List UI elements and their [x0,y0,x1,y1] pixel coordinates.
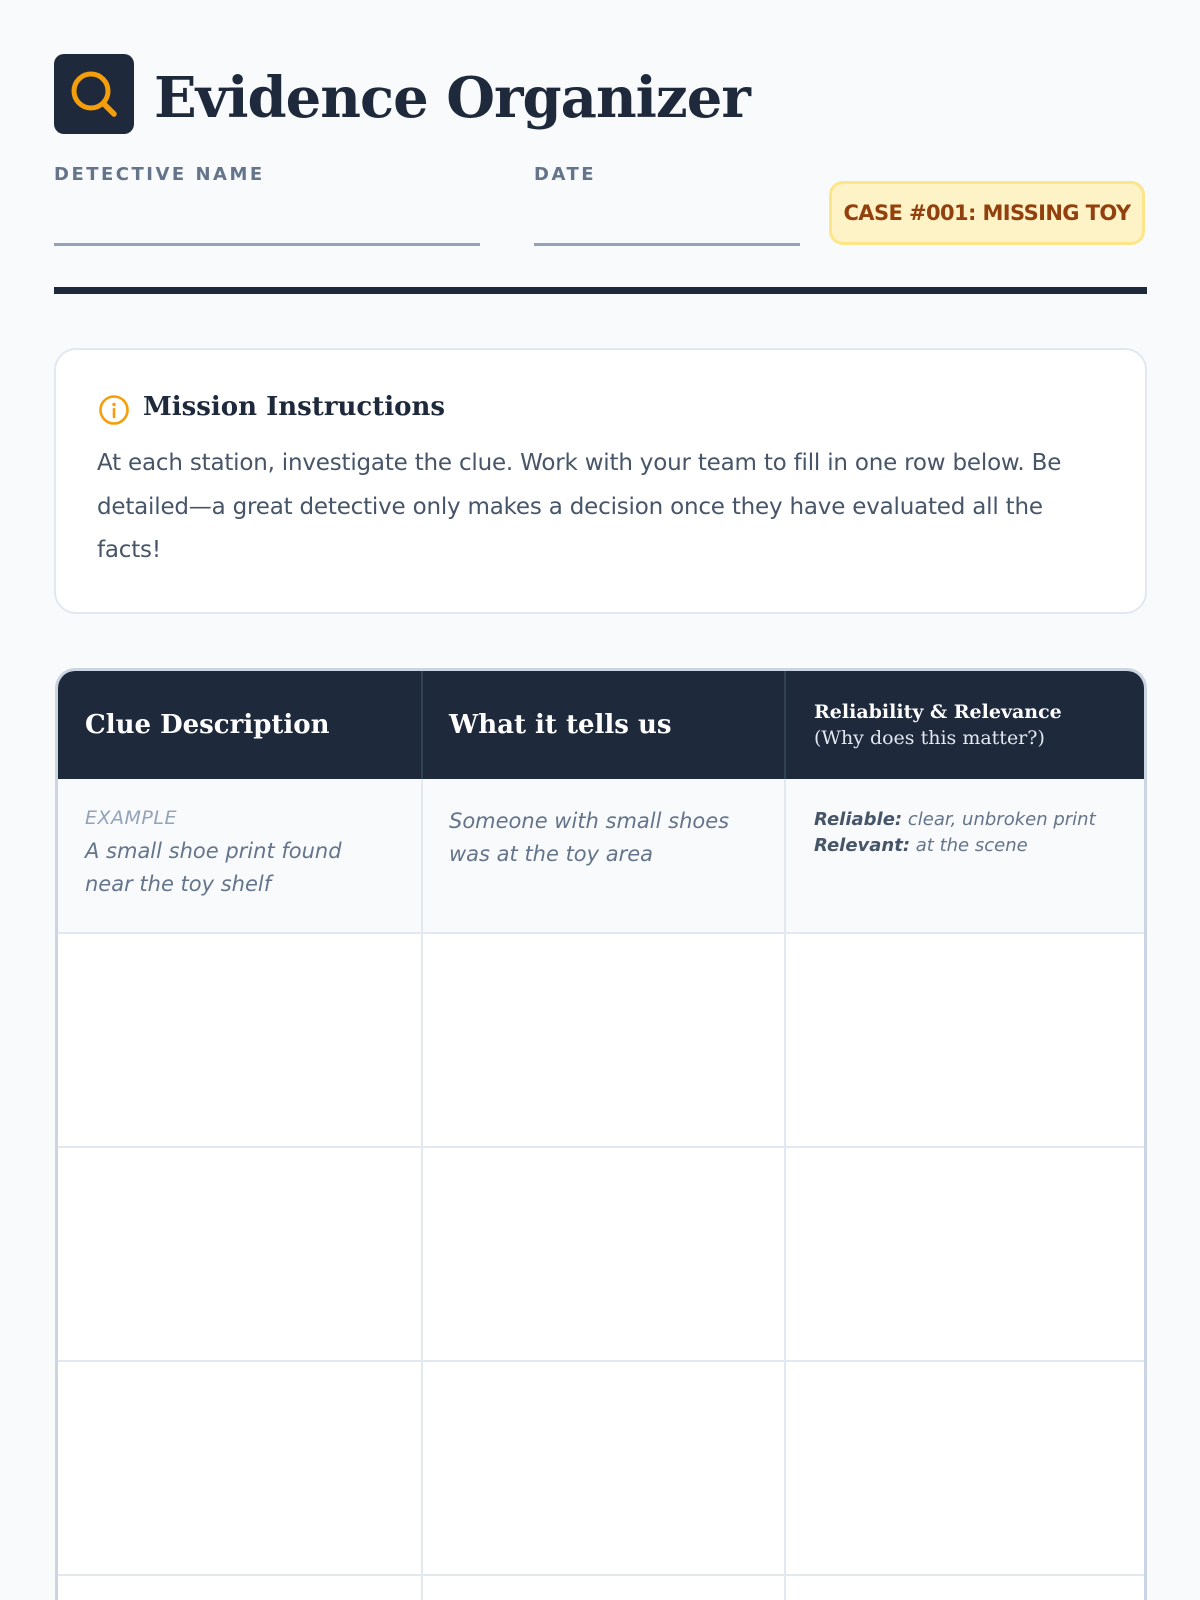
column-header-subtitle: (Why does this matter?) [814,727,1045,749]
table-row[interactable] [58,934,1144,1148]
header-divider [54,287,1147,294]
example-label: EXAMPLE [85,807,177,829]
example-reliable-line [814,807,1124,833]
instructions-body: At each station, investigate the clue. Work with your team to fill in one row below. Be detailed—a great detective only makes a decision once they have evaluated all the facts! [97,450,1062,563]
example-relevant-line [814,833,1124,859]
example-clue-text: A small shoe print found near the toy shelf [85,839,342,896]
column-divider-2 [784,779,786,1600]
example-reliability-cell [786,779,1144,932]
table-header [58,671,1144,779]
example-clue-cell [58,779,421,932]
detective-name-field[interactable] [54,195,480,239]
detective-name-underline [54,243,480,246]
column-header-label: Clue Description [85,710,330,740]
column-divider-1 [421,779,423,1600]
column-header-clue-description [58,671,421,779]
detective-name-label: DETECTIVE NAME [54,164,265,185]
mission-instructions-card [54,348,1147,614]
example-tells-text: Someone with small shoes was at the toy area [449,809,730,866]
example-row [58,779,1144,934]
table-row[interactable] [58,1362,1144,1576]
page-title: Evidence Organizer [154,65,750,131]
magnifying-glass-icon [54,54,134,134]
case-badge: CASE #001: MISSING TOY [829,181,1145,245]
column-header-what-it-tells-us [423,671,784,779]
info-icon [98,394,130,426]
column-header-reliability-relevance [786,671,1144,779]
relevant-label: Relevant: [814,835,911,856]
date-label: DATE [534,164,597,185]
date-field[interactable] [534,195,800,239]
reliable-text: clear, unbroken print [907,809,1096,830]
table-row[interactable] [58,1576,1144,1600]
instructions-title: Mission Instructions [143,392,446,422]
column-header-label: Reliability & Relevance [814,701,1062,723]
evidence-table [55,668,1147,1600]
column-header-label: What it tells us [449,710,672,740]
date-underline [534,243,800,246]
logo [54,54,134,134]
relevant-text: at the scene [915,835,1028,856]
table-row[interactable] [58,1148,1144,1362]
example-tells-cell [423,779,784,932]
reliable-label: Reliable: [814,809,903,830]
